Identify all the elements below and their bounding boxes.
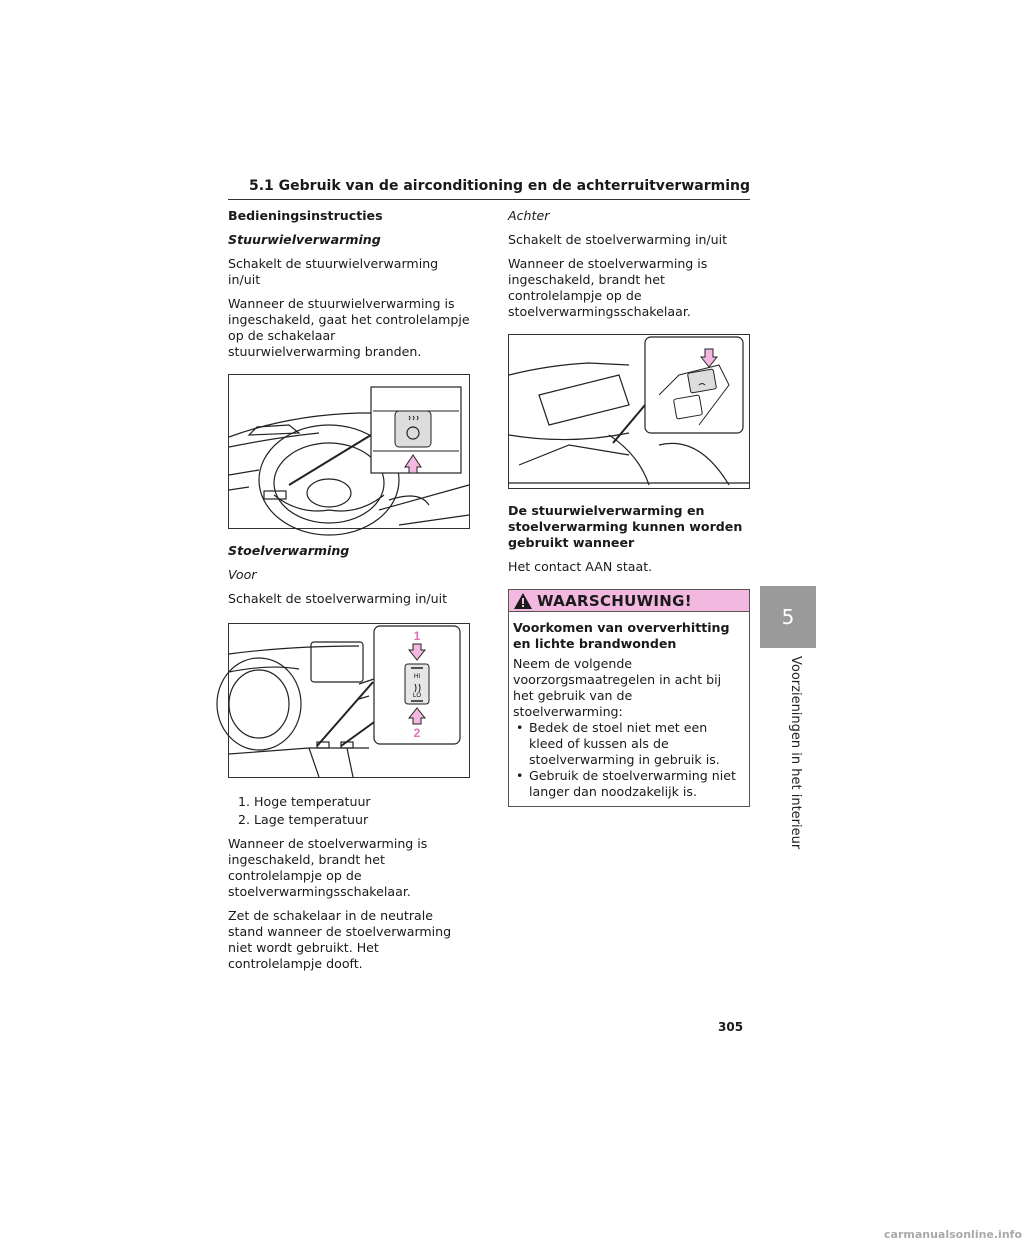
rear-callout-box xyxy=(645,337,743,433)
header-rule xyxy=(228,199,750,200)
seat-heater-heading: Stoelverwarming xyxy=(228,543,350,558)
front-label: Voor xyxy=(228,567,257,582)
seat-paragraph-1: Schakelt de stoelverwarming in/uit xyxy=(228,591,448,606)
seat-paragraph-3: Zet de schakelaar in de neutrale stand wanneer de stoelverwarming niet wordt gebruikt. Het controlelampje dooft. xyxy=(228,908,452,971)
front-seat-heater-figure xyxy=(228,623,470,778)
warning-title: WAARSCHUWING! xyxy=(537,591,692,610)
list-item: 2. Lage temperatuur xyxy=(238,812,369,827)
front-pointer-line-2 xyxy=(341,720,377,746)
lo-label: LO xyxy=(412,693,422,699)
rear-door-illustration xyxy=(509,335,749,488)
warning-body xyxy=(509,612,749,806)
steering-paragraph-2: Wanneer de stuurwielverwarming is ingeschakeld, gaat het controlelampje op de schakelaar stuurwielverwarming branden. xyxy=(228,296,470,359)
warning-header xyxy=(509,590,749,612)
list-item: • Gebruik de stoelverwarming niet langer dan noodzakelijk is. xyxy=(513,768,745,800)
left-column xyxy=(228,208,470,980)
rear-pointer-line xyxy=(613,405,645,443)
seat-paragraph-2: Wanneer de stoelverwarming is ingeschakeld, brandt het controlelampje op de stoelverwarmingsschakelaar. xyxy=(228,836,428,899)
usable-when-heading: De stuurwielverwarming en stoelverwarming kunnen worden gebruikt wanneer xyxy=(508,503,743,550)
front-pointer-line-1 xyxy=(317,682,373,746)
warning-subheading: Voorkomen van oververhitting en lichte brandwonden xyxy=(513,620,730,651)
steering-heater-figure xyxy=(228,374,470,529)
list-item: • Bedek de stoel niet met een kleed of kussen als de stoelverwarming in gebruik is. xyxy=(513,720,745,768)
operating-instructions-heading: Bedieningsinstructies xyxy=(228,208,383,223)
steering-dashboard-illustration xyxy=(229,375,469,528)
steering-paragraph-1: Schakelt de stuurwielverwarming in/uit xyxy=(228,256,439,287)
page-number: 305 xyxy=(718,1020,744,1034)
right-column xyxy=(508,208,750,807)
front-dashboard-illustration xyxy=(229,624,469,777)
rear-label: Achter xyxy=(508,208,550,223)
usable-when-paragraph: Het contact AAN staat. xyxy=(508,559,653,574)
chapter-tab[interactable]: 5 xyxy=(760,586,816,648)
warning-intro: Neem de volgende voorzorgsmaatregelen in acht bij het gebruik van de stoelverwarming: xyxy=(513,656,722,719)
list-item: 1. Hoge temperatuur xyxy=(238,794,371,809)
front-callout-box xyxy=(374,626,460,744)
callout-number-1: 1 xyxy=(413,629,421,643)
rear-seat-heater-figure xyxy=(508,334,750,489)
rear-paragraph-1: Schakelt de stoelverwarming in/uit xyxy=(508,232,728,247)
warning-bullets xyxy=(513,720,745,800)
steering-callout-box xyxy=(371,387,461,473)
watermark: carmanualsonline.info xyxy=(884,1228,1022,1241)
chapter-side-label: Voorzieningen in het interieur xyxy=(788,656,803,850)
warning-box xyxy=(508,589,750,807)
callout-number-2: 2 xyxy=(413,726,421,740)
rear-paragraph-2: Wanneer de stoelverwarming is ingeschakeld, brandt het controlelampje op de stoelverwarmingsschakelaar. xyxy=(508,256,708,319)
temperature-list xyxy=(228,794,470,828)
hi-label: HI xyxy=(414,674,420,680)
section-title: 5.1 Gebruik van de airconditioning en de achterruitverwarming xyxy=(248,178,750,194)
steering-heater-heading: Stuurwielverwarming xyxy=(228,232,381,247)
warning-icon xyxy=(513,592,533,610)
page-header xyxy=(228,178,750,200)
